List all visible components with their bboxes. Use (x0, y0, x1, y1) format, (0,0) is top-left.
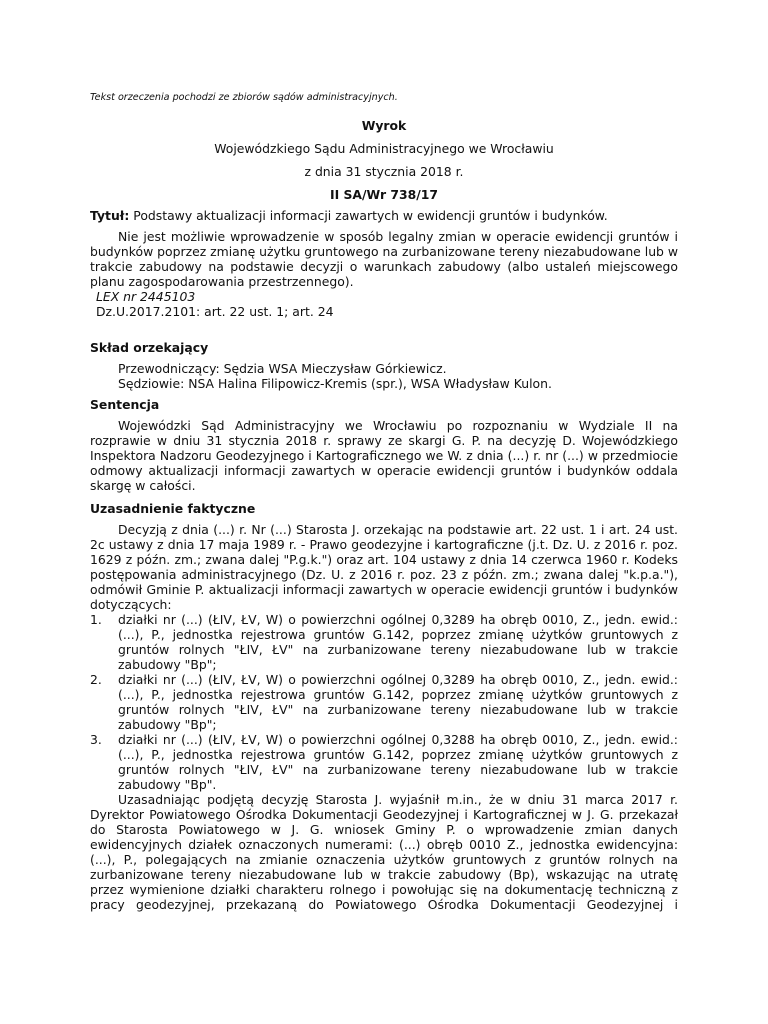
list-item-text: działki nr (...) (ŁIV, ŁV, W) o powierzchni ogólnej 0,3289 ha obręb 0010, Z., jedn. ewid.: (...), P., jednostka rejestrowa gruntów G.142, poprzez zmianę użytków gruntowych z gruntów rolnych "ŁIV, ŁV" na zurbanizowane tereny niezabudowane lub w trakcie zabudowy "Bp"; (118, 672, 678, 732)
list-item (90, 672, 678, 732)
sentence-paragraph: Wojewódzki Sąd Administracyjny we Wrocławiu po rozpoznaniu w Wydziale II na rozprawie w dniu 31 stycznia 2018 r. sprawy ze skargi G. P. na decyzję D. Wojewódzkiego Inspektora Nadzoru Geodezyjnego i Kartograficznego we W. z dnia (...) r. nr (...) w przedmiocie odmowy aktualizacji informacji zawartych w operacie ewidencji gruntów i budynków oddala skargę w całości. (90, 418, 678, 493)
section-heading-composition: Skład orzekający (90, 340, 209, 355)
judgment-date: z dnia 31 stycznia 2018 r. (304, 164, 464, 179)
list-item-text: działki nr (...) (ŁIV, ŁV, W) o powierzchni ogólnej 0,3289 ha obręb 0010, Z., jedn. ewid.: (...), P., jednostka rejestrowa gruntów G.142, poprzez zmianę użytków gruntowych z gruntów rolnych "ŁIV, ŁV" na zurbanizowane tereny niezabudowane lub w trakcie zabudowy "Bp"; (118, 612, 678, 672)
court-name: Wojewódzkiego Sądu Administracyjnego we Wrocławiu (214, 141, 554, 156)
parcel-list (90, 612, 678, 792)
list-item-number: 2. (90, 672, 102, 687)
section-heading-sentence: Sentencja (90, 397, 160, 412)
list-item (90, 612, 678, 672)
presiding-judge: Przewodniczący: Sędzia WSA Mieczysław Górkiewicz. (118, 361, 447, 376)
list-item-text: działki nr (...) (ŁIV, ŁV, W) o powierzchni ogólnej 0,3288 ha obręb 0010, Z., jedn. ewid.: (...), P., jednostka rejestrowa gruntów G.142, poprzez zmianę użytków gruntowych z gruntów rolnych "ŁIV, ŁV" na zurbanizowane tereny niezabudowane lub w trakcie zabudowy "Bp". (118, 732, 678, 792)
case-signature: II SA/Wr 738/17 (329, 187, 439, 202)
source-note: Tekst orzeczenia pochodzi ze zbiorów sądów administracyjnych. (90, 92, 398, 103)
title-label: Tytuł: (90, 208, 130, 223)
reasoning-paragraph: Uzasadniając podjętą decyzję Starosta J. wyjaśnił m.in., że w dniu 31 marca 2017 r. Dyrektor Powiatowego Ośrodka Dokumentacji Geodezyjnej i Kartograficznej w J. G. przekazał do Starosta Powiatowego w J. G. wniosek Gminy P. o wprowadzenie zmian danych ewidencyjnych działek oznaczonych numerami: (...) obręb 0010 Z., jednostka ewidencyjna: (...), P., polegających na zmianie oznaczenia użytków gruntowych z gruntów rolnych na zurbanizowane tereny niezabudowane lub w trakcie zabudowy (Bp), wskazując na utratę przez wymienione działki charakteru rolnego i powołując się na dokumentację techniczną z pracy geodezyjnej, przekazaną do Powiatowego Ośrodka Dokumentacji Geodezyjnej i (90, 792, 678, 912)
judgment-title (90, 208, 678, 223)
reasons-intro-paragraph: Decyzją z dnia (...) r. Nr (...) Starosta J. orzekając na podstawie art. 22 ust. 1 i art. 24 ust. 2c ustawy z dnia 17 maja 1989 r. - Prawo geodezyjne i kartograficzne (j.t. Dz. U. z 2016 r. poz. 1629 z późn. zm.; zwana dalej "P.g.k.") oraz art. 104 ustawy z dnia 14 czerwca 1960 r. Kodeks postępowania administracyjnego (Dz. U. z 2016 r. poz. 23 z późn. zm.; zwana dalej "k.p.a."), odmówił Gminie P. aktualizacji informacji zawartych w operacie ewidencji gruntów i budynków dotyczących: (90, 522, 678, 612)
list-item-number: 1. (90, 612, 102, 627)
thesis-paragraph: Nie jest możliwie wprowadzenie w sposób legalny zmian w operacie ewidencji gruntów i budynków poprzez zmianę użytku gruntowego na zurbanizowane tereny niezabudowane lub w trakcie zabudowy na podstawie decyzji o warunkach zabudowy (albo ustaleń miejscowego planu zagospodarowania przestrzennego). (90, 229, 678, 289)
document-type: Wyrok (361, 118, 407, 133)
judges-list: Sędziowie: NSA Halina Filipowicz-Kremis (spr.), WSA Władysław Kulon. (118, 376, 552, 391)
title-text: Podstawy aktualizacji informacji zawartych w ewidencji gruntów i budynków. (129, 208, 608, 223)
section-heading-reasons: Uzasadnienie faktyczne (90, 501, 256, 516)
list-item-number: 3. (90, 732, 102, 747)
legal-basis-reference: Dz.U.2017.2101: art. 22 ust. 1; art. 24 (96, 304, 334, 319)
list-item (90, 732, 678, 792)
lex-reference: LEX nr 2445103 (96, 289, 196, 304)
